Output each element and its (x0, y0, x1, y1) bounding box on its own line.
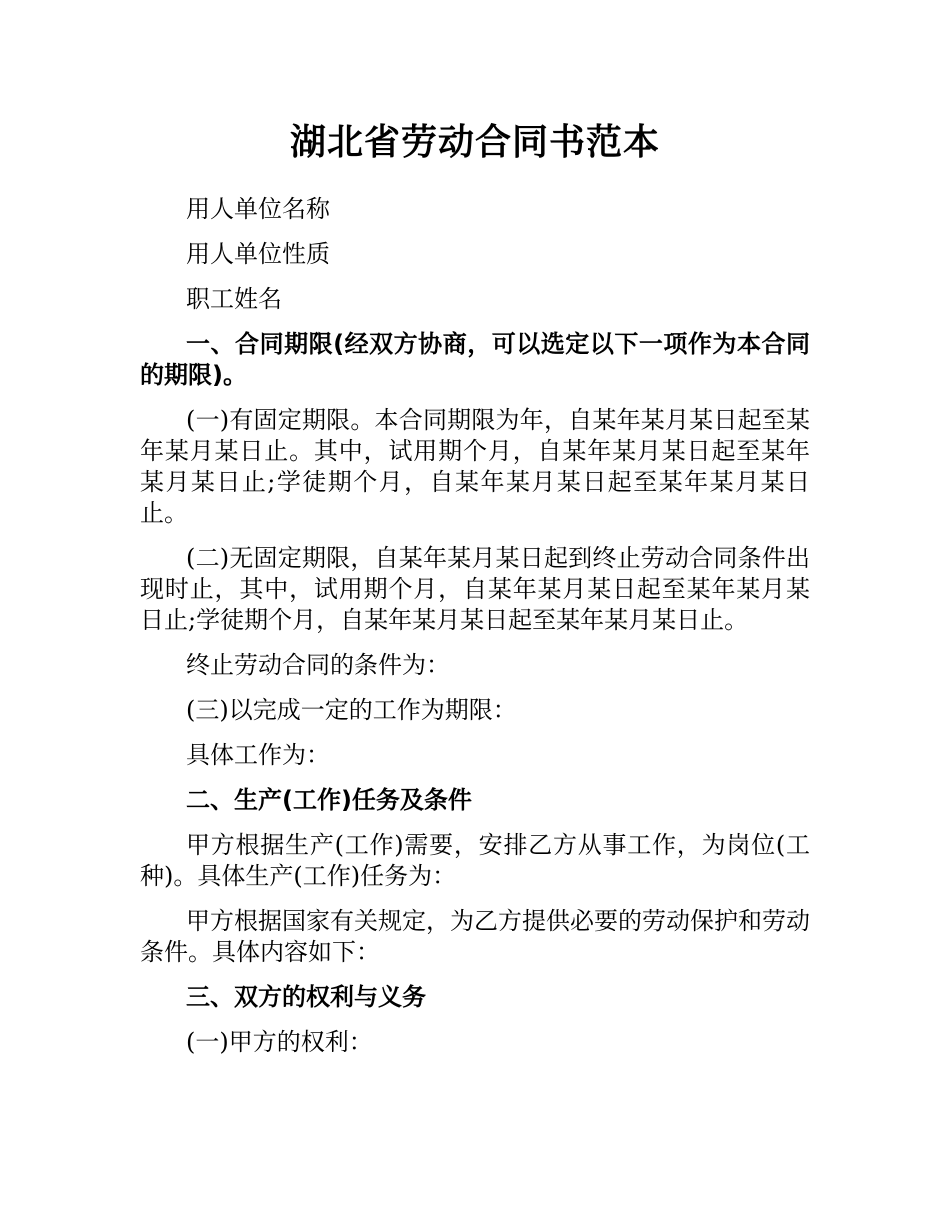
field-employee-name: 职工姓名 (186, 285, 282, 313)
paragraph-fixed-term: (一)有固定期限。本合同期限为年，自某年某月某日起至某年某月某日止。其中，试用期个月，自某年某月某日起至某年某月某日止;学徒期个月，自某年某月某日起至某年某月某日止。 (140, 406, 810, 527)
section-heading-contract-term: 一、合同期限(经双方协商，可以选定以下一项作为本合同的期限)。 (140, 330, 810, 389)
paragraph-open-term: (二)无固定期限，自某年某月某日起到终止劳动合同条件出现时止，其中，试用期个月，自某年某月某日起至某年某月某日止;学徒期个月，自某年某月某日起至某年某月某日止。 (140, 544, 810, 634)
paragraph-task-based-term: (三)以完成一定的工作为期限： (186, 696, 517, 724)
section-heading-work-tasks: 二、生产(工作)任务及条件 (186, 786, 472, 814)
field-employer-type: 用人单位性质 (186, 240, 330, 268)
paragraph-specific-work: 具体工作为： (186, 741, 330, 769)
paragraph-termination-conditions: 终止劳动合同的条件为： (186, 651, 450, 679)
paragraph-labor-protection: 甲方根据国家有关规定，为乙方提供必要的劳动保护和劳动条件。具体内容如下： (140, 907, 810, 966)
paragraph-employer-rights: (一)甲方的权利： (186, 1028, 373, 1056)
document-title: 湖北省劳动合同书范本 (289, 122, 660, 163)
paragraph-job-assignment: 甲方根据生产(工作)需要，安排乙方从事工作，为岗位(工种)。具体生产(工作)任务为： (140, 831, 810, 890)
field-employer-name: 用人单位名称 (186, 195, 330, 223)
section-heading-rights-obligations: 三、双方的权利与义务 (186, 983, 426, 1011)
